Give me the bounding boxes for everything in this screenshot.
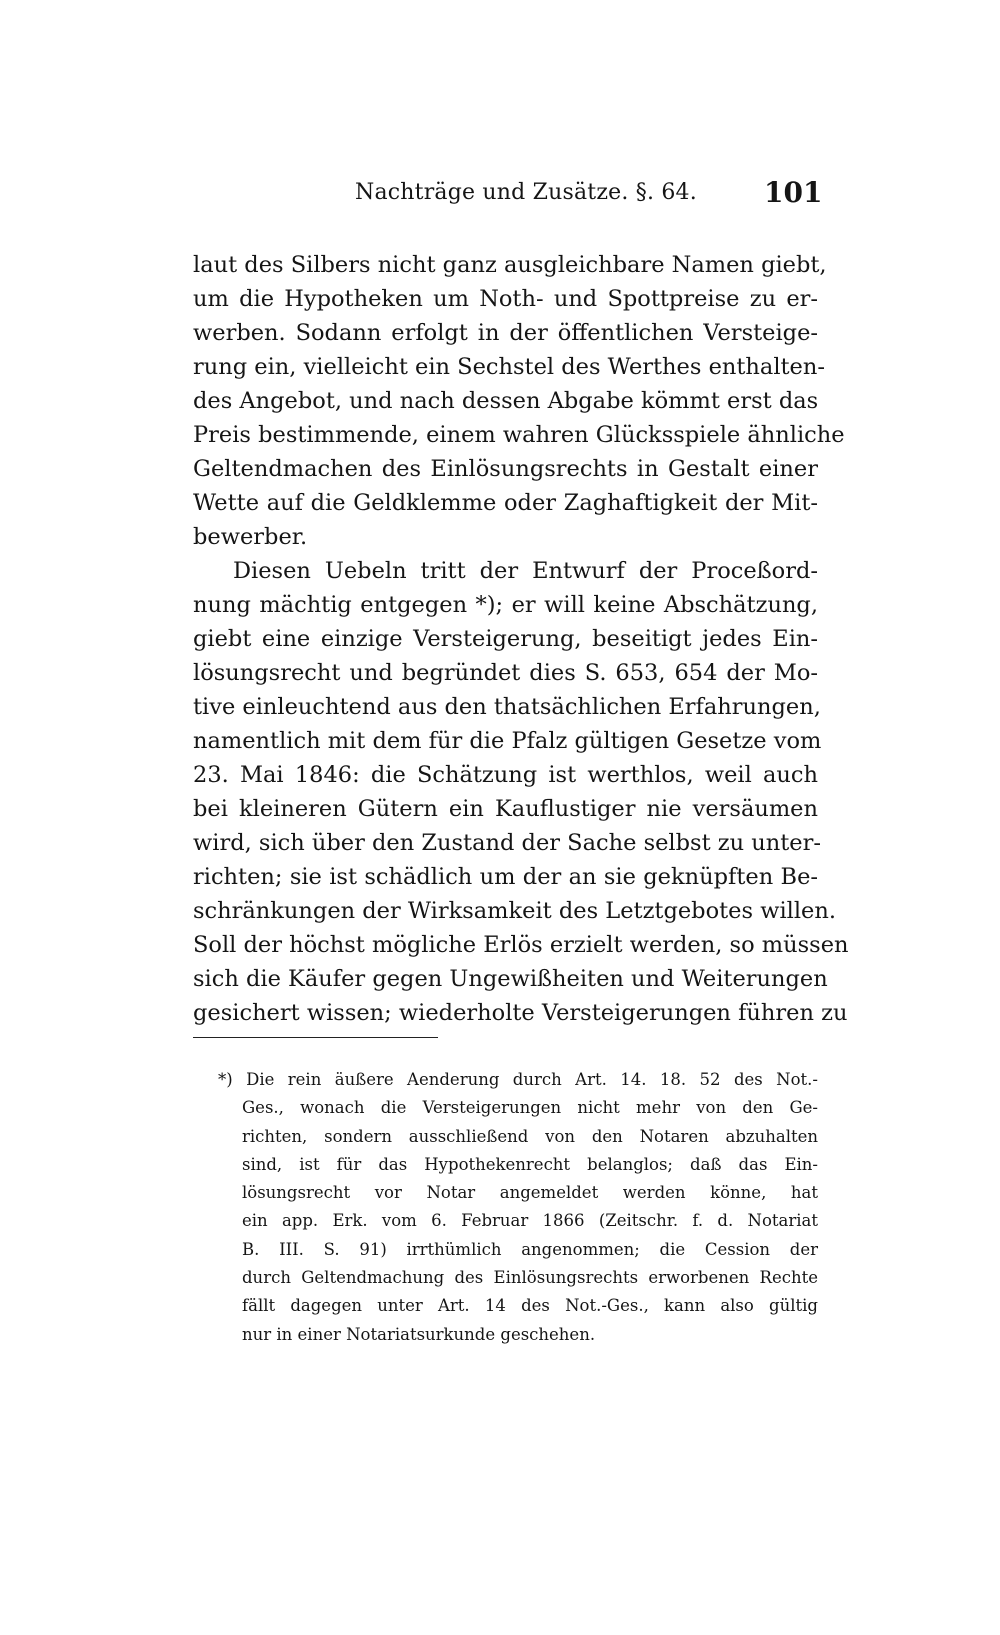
running-title: Nachträge und Zusätze. §. 64. bbox=[355, 180, 697, 205]
text-line: Soll der höchst mögliche Erlös erzielt werden, so müssen bbox=[193, 932, 849, 958]
main-text bbox=[193, 248, 849, 1030]
footnote-line: *) Die rein äußere Aenderung durch Art. 14. 18. 52 des Not.- bbox=[218, 1070, 818, 1089]
text-line: bewerber. bbox=[193, 524, 308, 550]
text-line: lösungsrecht und begründet dies S. 653, 654 der Mo- bbox=[193, 660, 818, 686]
footnote-line: lösungsrecht vor Notar angemeldet werden könne, hat bbox=[242, 1183, 818, 1203]
text-line: giebt eine einzige Versteigerung, beseitigt jedes Ein- bbox=[193, 626, 818, 652]
text-line: Geltendmachen des Einlösungsrechts in Gestalt einer bbox=[193, 456, 818, 482]
footnote-line: B. III. S. 91) irrthümlich angenommen; die Cession der bbox=[242, 1239, 818, 1259]
footnote-divider bbox=[193, 1037, 438, 1038]
footnote bbox=[218, 1066, 818, 1349]
footnote-line: durch Geltendmachung des Einlösungsrechts erworbenen Rechte bbox=[242, 1268, 818, 1288]
text-line: sich die Käufer gegen Ungewißheiten und Weiterungen bbox=[193, 966, 828, 992]
text-line: bei kleineren Gütern ein Kauflustiger nie versäumen bbox=[193, 796, 818, 822]
footnote-line: fällt dagegen unter Art. 14 des Not.-Ges., kann also gültig bbox=[242, 1296, 818, 1316]
footnote-line: nur in einer Notariatsurkunde geschehen. bbox=[242, 1324, 596, 1344]
text-line: wird, sich über den Zustand der Sache selbst zu unter- bbox=[193, 830, 821, 856]
text-line: werben. Sodann erfolgt in der öffentlichen Versteige- bbox=[193, 320, 818, 346]
text-line: nung mächtig entgegen *); er will keine Abschätzung, bbox=[193, 592, 818, 618]
text-line: des Angebot, und nach dessen Abgabe kömmt erst das bbox=[193, 388, 819, 414]
page-number: 101 bbox=[764, 176, 823, 209]
footnote-line: sind, ist für das Hypothekenrecht belanglos; daß das Ein- bbox=[242, 1154, 818, 1174]
text-line: 23. Mai 1846: die Schätzung ist werthlos, weil auch bbox=[193, 762, 818, 788]
text-line: tive einleuchtend aus den thatsächlichen Erfahrungen, bbox=[193, 694, 821, 720]
text-line: laut des Silbers nicht ganz ausgleichbare Namen giebt, bbox=[193, 252, 827, 278]
text-line: schränkungen der Wirksamkeit des Letztgebotes willen. bbox=[193, 898, 836, 924]
text-line: gesichert wissen; wiederholte Versteigerungen führen zu bbox=[193, 1000, 848, 1026]
text-line-paragraph-start: Diesen Uebeln tritt der Entwurf der Proceßord- bbox=[233, 558, 818, 584]
text-line: namentlich mit dem für die Pfalz gültigen Gesetze vom bbox=[193, 728, 822, 754]
text-line: rung ein, vielleicht ein Sechstel des Werthes enthalten- bbox=[193, 354, 825, 380]
text-line: Wette auf die Geldklemme oder Zaghaftigkeit der Mit- bbox=[193, 490, 818, 516]
text-line: richten; sie ist schädlich um der an sie geknüpften Be- bbox=[193, 864, 818, 890]
text-line: um die Hypotheken um Noth- und Spottpreise zu er- bbox=[193, 286, 818, 312]
footnote-line: richten, sondern ausschließend von den Notaren abzuhalten bbox=[242, 1126, 818, 1146]
footnote-line: ein app. Erk. vom 6. Februar 1866 (Zeitschr. f. d. Notariat bbox=[242, 1211, 818, 1231]
footnote-line: Ges., wonach die Versteigerungen nicht mehr von den Ge- bbox=[242, 1098, 818, 1118]
text-line: Preis bestimmende, einem wahren Glücksspiele ähnliche bbox=[193, 422, 845, 448]
